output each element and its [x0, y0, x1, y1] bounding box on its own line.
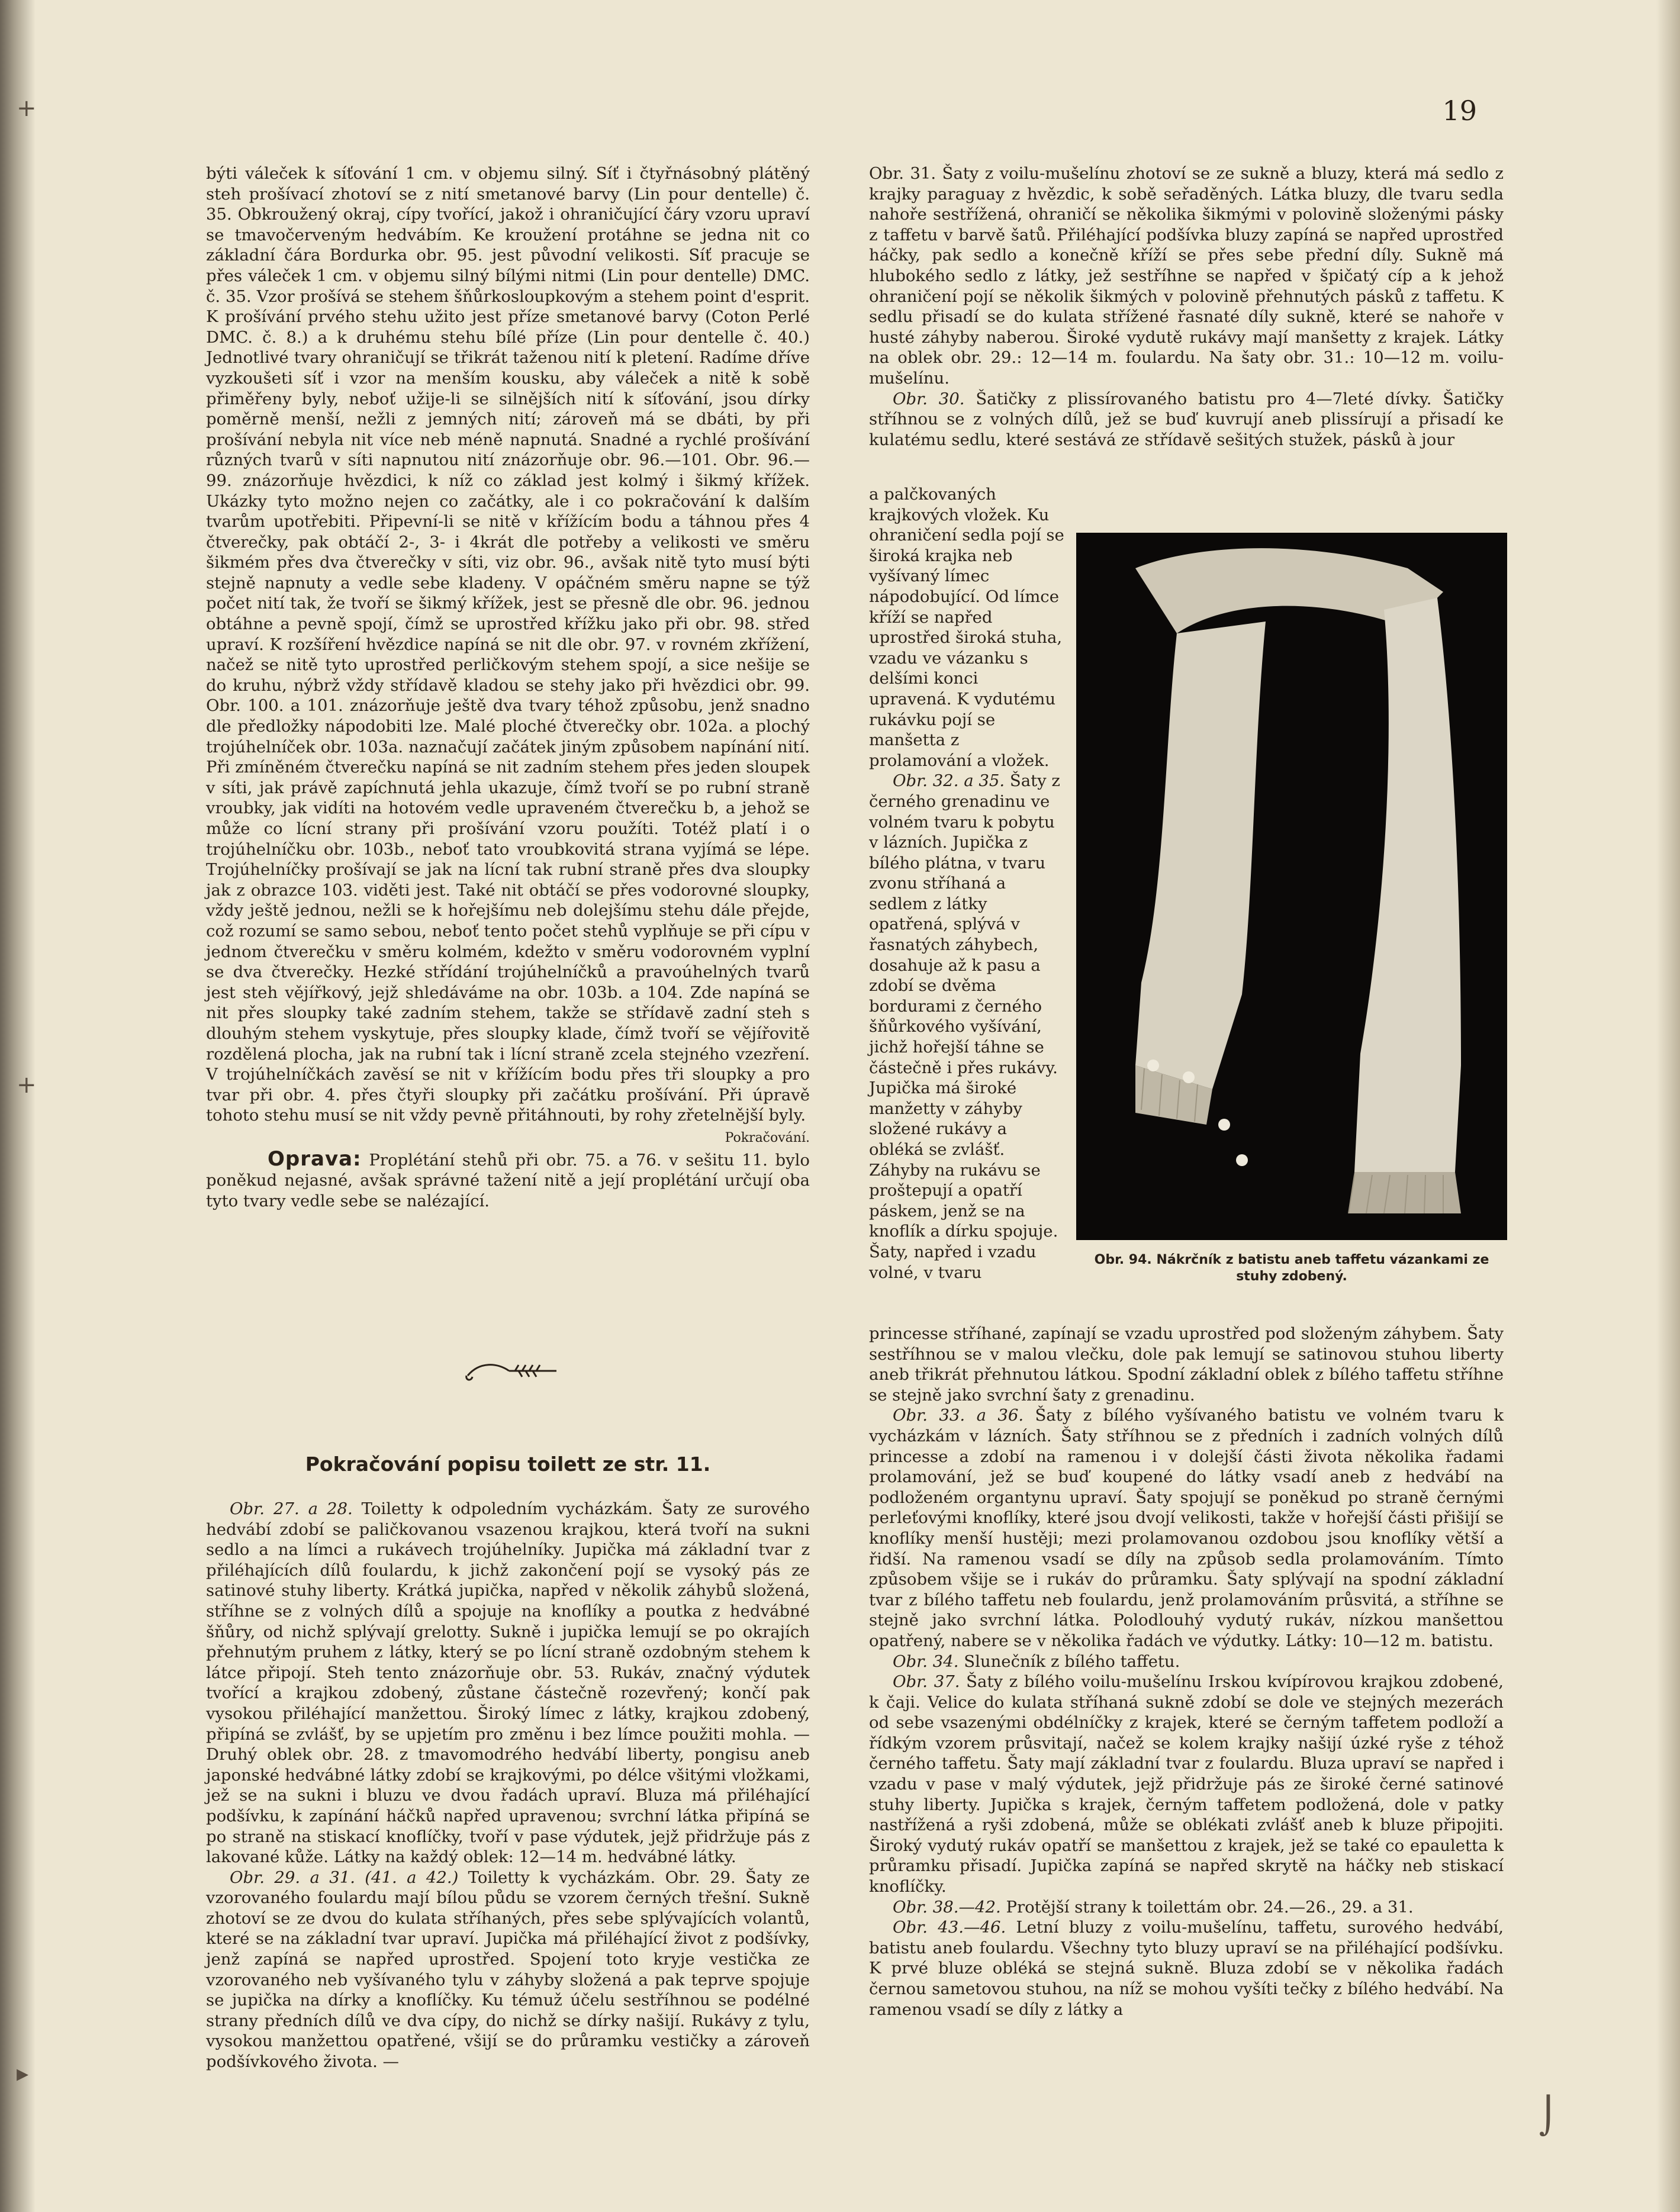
figure-caption: Obr. 94. Nákrčník z batistu aneb taffetu vázankami ze stuhy zdobený.	[1094, 1252, 1489, 1284]
right-column-bottom	[869, 1324, 1504, 2020]
paragraph-text: Letní bluzy z voilu-mušelínu, taffetu, surového hedvábí, batistu aneb foulardu. Všechny tyto bluzy upraví se na přiléhající podšívku. K prvé bluze obléká se stejná sukně. Bluza zdobí se v několika řadách černou sametovou stuhou, na níž se mohou vyšíti tečky z bílého hedvábí. Na ramenou vsadí se díly z látky a	[869, 1918, 1504, 2019]
figure-ref: Obr. 30.	[893, 389, 965, 408]
binding-mark-icon: +	[17, 1071, 37, 1099]
paragraph-obr-32-cont: princesse stříhané, zapínají se vzadu uprostřed pod složeným záhybem. Šaty sestříhnou se v malou vlečku, dole pak lemují se satinovou stuhou liberty aneb třikrát přehnutou látkou. Spodní základní oblek z bílého taffetu stříhne se stejně jako svrchní šaty z grenadinu.	[869, 1324, 1504, 1405]
section-heading: Pokračování popisu toilett ze str. 11.	[305, 1453, 711, 1476]
paragraph-text: Toiletty k vycházkám. Obr. 29. Šaty ze vzorovaného foulardu mají bílou půdu se vzorem černých třešní. Sukně zhotoví se ze dvou do kulata stříhaných, přes sebe splývajících volantů, které se na základní tvar upraví. Jupička má přiléhající život z podšívky, jenž zapíná se napřed uprostřed. Spojení toto kryje vestička ze vzorovaného neb vyšívaného tylu v záhyby složená a pak teprve spojuje se jupička na dírky a knoflíčky. Ku témuž účelu sestříhnou se podélné strany předních dílů ve dva cípy, do nichž se dírky našijí. Rukávy z tylu, vysokou manžettou opatřené, všijí se do průramku vestičky a zároveň podšívkového života. —	[206, 1868, 810, 2072]
paragraph-obr-33	[869, 1405, 1504, 1651]
left-column	[206, 163, 810, 1211]
paragraph-obr-29	[206, 1868, 810, 2072]
figure-ref: Obr. 38.—42.	[893, 1897, 1001, 1917]
figure-ref: Obr. 34.	[893, 1651, 959, 1671]
paragraph-netting: býti váleček k síťování 1 cm. v objemu silný. Síť i čtyřnásobný plátěný steh prošívací zhotoví se z nití smetanové barvy (Lin pour dentelle) č. 35. Obkroužený okraj, cípy tvořící, jakož i ohraničující čáry vzoru upraví se tmavočerveným hedvábím. Ke kroužení protáhne se jedna nit co základní čára Bordurka obr. 95. jest původní velikosti. Síť pracuje se přes váleček 1 cm. v objemu silný bílými nitmi (Lin pour dentelle) DMC. č. 35. Vzor prošívá se stehem šňůrkosloupkovým a stehem point d'esprit. K prošívání prvého stehu užito jest příze smetanové barvy (Coton Perlé DMC. č. 8.) a k druhému stehu bílé příze (Lin pour dentelle č. 40.) Jednotlivé tvary ohraničují se třikrát taženou nití k pletení. Radíme dříve vyzkoušeti síť i vzor na menším kousku, aby váleček a nitě k sobě přiměřeny byly, neboť užije-li se silnějších nití k síťování, jsou dírky poměrně menší, nežli z jemných nití; zároveň má se dbáti, by při prošívání nebyla nit více neb méně napnutá. Snadné a rychlé prošívání různých tvarů v síti napnutou nití znázorňuje obr. 96.—101. Obr. 96.—99. znázorňuje hvězdici, k níž co základ jest kolmý i šikmý křížek. Ukázky tyto možno nejen co začátky, ale i co pokračování k dalším tvarům upotřebiti. Připevní-li se nitě v křížícím bodu a táhnou přes 4 čtverečky, pak obtáčí 2-, 3- i 4krát dle potřeby a velikosti ve směru šikmém přes dva čtverečky v síti, viz obr. 96., avšak nitě tyto musí býti stejně napnuty a vedle sebe kladeny. V opáčném směru napne se týž počet nití tak, že tvoří se šikmý křížek, jest se přesně dle obr. 96. jednou obtáhne a pevně spojí, čímž se uprostřed křížku jako při obr. 98. střed upraví. K rozšíření hvězdice napíná se nit dle obr. 97. v rovném zkřížení, načež se nitě tyto uprostřed perličkovým stehem spojí, a sice nešije se do kruhu, nýbrž vždy střídavě kladou se stehy jako při hvězdici obr. 99. Obr. 100. a 101. znázorňuje ještě dva tvary téhož způsobu, jenž snadno dle předložky nápodobiti lze. Malé ploché čtverečky obr. 102a. a plochý trojúhelníček obr. 103a. naznačují začátek jiným způsobem napínání nití. Při zmíněném čtverečku napíná se nit zadním stehem přes jeden sloupek v síti, jak právě zapíchnutá jehla ukazuje, čímž tvoří se po rubní straně vroubky, jak vidíti na hotovém vedle upraveném čtverečku b, a jehož se může co lícní strany při prošívání vzoru použíti. Totéž platí i o trojúhelníčku obr. 103b., neboť tato vroubkovitá strana vyjímá se lépe. Trojúhelníčky prošívají se jak na lícní tak rubní straně přes dva sloupky jak z obrazce 103. viděti jest. Také nit obtáčí se přes vodorovné sloupky, vždy ještě jednou, nežli se k hořejšímu neb dolejšímu stehu dále přejde, což rozumí se samo sebou, neboť tento počet stehů vyplňuje se při cípu v jednom čtverečku v směru kolmém, kdežto v směru vodorovném vyplní se dva čtverečky. Hezké střídání trojúhelníčků a pravoúhelných tvarů jest steh vějířkový, jejž shledáváme na obr. 103b. a 104. Zde napíná se nit přes sloupky také zadním stehem, takže se střídavě zadní steh s dlouhým stehem vyskytuje, přes sloupky klade, čímž tvoří se vějířovitě rozdělená plocha, jak na rubní tak i lícní straně zcela stejného vzezření. V trojúhelníčkách zavěsí se nit v křížícím bodu přes tři sloupky a pro tvar při obr. 4. přes čtyři sloupky při začátku prošívání. Při úpravě tohoto stehu musí se nit vždy pevně přitáhnouti, by rohy zřetelnější byly.	[206, 164, 810, 1125]
paragraph-text: Protější strany k toilettám obr. 24.—26., 29. a 31.	[1000, 1897, 1414, 1917]
page-right-edge	[1656, 0, 1680, 2212]
paragraph-text: Slunečník z bílého taffetu.	[958, 1651, 1180, 1671]
paragraph-text: Šatičky z plissírovaného batistu pro 4—7leté dívky. Šatičky stříhnou se z volných dílů, jež se buď kuvrují aneb plissírují a přisadí ke kulatému sedlu, které sestává ze střídavě sešitých stužek, pásků à jour	[869, 389, 1504, 449]
figure-ref: Obr. 33. a 36.	[893, 1406, 1024, 1425]
paragraph-collar: a palčkovaných krajkových vložek. Ku ohraničení sedla pojí se široká krajka neb vyšívaný límec nápodobující. Od límce kříží se napřed uprostřed široká stuha, vzadu ve vázanku s delšími konci upravená. K vydutému rukávku pojí se manšetta z prolamování a vložek.	[869, 485, 1064, 770]
corner-mark-icon: ⌡	[1539, 2095, 1558, 2137]
paragraph-obr-31: Obr. 31. Šaty z voilu-mušelínu zhotoví se ze sukně a bluzy, která má sedlo z krajky paraguay z hvězdic, k sobě seřaděných. Látka bluzy, dle tvaru sedla nahoře sestřížená, ohraničí se několika šikmými v polovině složenými pásky z taffetu v barvě šatů. Přiléhající podšívka bluzy zapíná se napřed uprostřed háčky, pak sedlo a konečně kříží se přes sebe přední díly. Sukně má hlubokého sedlo z látky, jež sestříhne se napřed v špičatý cíp a k jehož ohraničení pojí se několik šikmých v polovině přehnutých pásků z taffetu. K sedlu přisadí se do kulata střížené řasnaté díly sukně, které se nahoře v husté záhyby naberou. Široké vydutě rukávy mají manšetty z krajek. Látky na oblek obr. 29.: 12—14 m. foulardu. Na šaty obr. 31.: 10—12 m. voilu-mušelínu.	[869, 164, 1504, 388]
paragraph-obr-43	[869, 1917, 1504, 2020]
paragraph-obr-38	[869, 1897, 1504, 1918]
figure-ref: Obr. 27. a 28.	[230, 1499, 353, 1518]
paragraph-text: Šaty z bílého voilu-mušelínu Irskou kvípírovou krajkou zdobené, k čaji. Velice do kulata stříhaná sukně zdobí se dole ve stejných mezerách od sebe vsazenými obdélníčky z krajek, které se černým taffetem podloží a řídkým vzorem průsvitají, načež se kolem krajky našijí úzké ryše z téhož černého taffetu. Šaty mají základní tvar z foulardu. Bluza upraví se napřed i vzadu v pase v malý výdutek, jejž přidržuje pás ze široké černé satinové stuhy liberty. Jupička s krajek, černým taffetem podložená, dole v patky nastřížená a ryši zdobená, může se oblékati zvlášť aneb k bluze připojiti. Široký vydutý rukáv opatří se manšettou z krajek, jež se také co epauletta k průramku přisadí. Jupička zapíná se napřed skrytě na háčky neb stiskací knoflíčky.	[869, 1672, 1504, 1897]
figure-ref: Obr. 43.—46.	[893, 1918, 1006, 1937]
figure-photo	[1076, 533, 1507, 1240]
right-column-top	[869, 163, 1504, 450]
figure-ref: Obr. 37.	[893, 1672, 960, 1692]
page-binding-shadow	[0, 0, 36, 2212]
paragraph-obr-30	[869, 389, 1504, 450]
narrow-column	[869, 484, 1064, 1283]
left-column-lower	[206, 1499, 810, 2072]
neckpiece-illustration	[1076, 533, 1507, 1240]
continued-note: Pokračování.	[725, 1130, 810, 1145]
correction-note	[206, 1149, 810, 1212]
page-number: 19	[1442, 95, 1477, 127]
binding-mark-icon: ▸	[17, 2060, 29, 2087]
paragraph-obr-32	[869, 771, 1064, 1283]
figure-ref: Obr. 29. a 31. (41. a 42.)	[230, 1868, 459, 1887]
binding-mark-icon: +	[17, 95, 37, 122]
paragraph-obr-37	[869, 1672, 1504, 1897]
paragraph-text: Toiletty k odpoledním vycházkám. Šaty ze surového hedvábí zdobí se paličkovanou vsazenou krajkou, která tvoří na sukni sedlo a na límci a rukávech trojúhelníky. Jupička má základní tvar z přiléhajících dílů foulardu, k jichž zakončení pojí se vysoký pás ze satinové stuhy liberty. Krátká jupička, napřed v několik záhybů složená, stříhne se z volných dílů a spojuje na knoflíky a poutka z hedvábné šňůry, od nichž splývají grelotty. Sukně i jupička lemují se po okrajích přehnutým pruhem z látky, který se po lícní straně ozdobným stehem k látce připojí. Steh tento znázorňuje obr. 53. Rukáv, značný výdutek tvořící a krajkou zdobený, zůstane částečně rozevřený; končí pak vysokou přiléhající manžettou. Široký límec z látky, krajkou zdobený, připíná se zvlášť, by se upjetím pro změnu i bez límce použiti mohla. — Druhý oblek obr. 28. z tmavomodrého hedvábí liberty, pongisu aneb japonské hedvábné látky zdobí se krajkovými, po délce všitými vložkami, jež se na sukni i bluzu ve dvou řadách upraví. Bluza má přiléhající podšívku, k zapínání háčků napřed upravenou; svrchní látka připíná se po straně na stiskací knoflíčky, tvoří v pase výdutek, jejž přidržuje pás z lakované kůže. Látky na každý oblek: 12—14 m. hedvábné látky.	[206, 1499, 810, 1867]
section-heading-box	[206, 1453, 810, 1476]
correction-text: Proplétání stehů při obr. 75. a 76. v sešitu 11. bylo poněkud nejasné, avšak správné tažení nitě a její proplétání určují oba tyto tvary vedle sebe se nalézající.	[206, 1150, 810, 1210]
correction-label: Oprava:	[268, 1147, 362, 1171]
paragraph-text: Šaty z bílého vyšívaného batistu ve volném tvaru k vycházkám v lázních. Šaty stříhnou se z předních i zadních volných dílů princesse a zdobí na ramenou i v dolejší části života několika řadami prolamování, jež se buď koupené do látky vsadí aneb z hedvábí na podloženém organtynu upraví. Šaty spojují se poněkud po straně černými perleťovými knoflíky, které jsou dvojí velikosti, takže v hořejší části přišijí se knoflíky menší hustěji; mezi prolamovanou ozdobou jsou knoflíky větší a řidší. Na ramenou vsadí se díly na způsob sedla prolamováním. Tímto způsobem všije se i rukáv do průramku. Šaty splývají na spodní základní tvar z bílého taffetu neb foulardu, jenž prolamováním průsvitá, a stříhne se stejně jako svrchní látka. Polodlouhý vydutý rukáv, nízkou manšettou opatřený, nabere se v několika řadách ve výdutky. Látky: 10—12 m. batistu.	[869, 1406, 1504, 1650]
paragraph-obr-34	[869, 1651, 1504, 1672]
ornament-divider-icon	[456, 1350, 574, 1391]
paragraph-obr-27	[206, 1499, 810, 1868]
figure-ref: Obr. 32. a 35.	[893, 771, 1005, 791]
paragraph-text: Šaty z černého grenadinu ve volném tvaru k pobytu v lázních. Jupička z bílého plátna, v tvaru zvonu stříhaná a sedlem z látky opatřená, splývá v řasnatých záhybech, dosahuje až k pasu a zdobí se dvěma bordurami z černého šňůrkového vyšívání, jichž hořejší táhne se částečně i přes rukávy. Jupička má široké manžetty v záhyby složené rukávy a obléká se zvlášť. Záhyby na rukávu se proštepují a opatří páskem, jenž se na knoflík a dírku spojuje. Šaty, napřed i vzadu volné, v tvaru	[869, 771, 1060, 1282]
